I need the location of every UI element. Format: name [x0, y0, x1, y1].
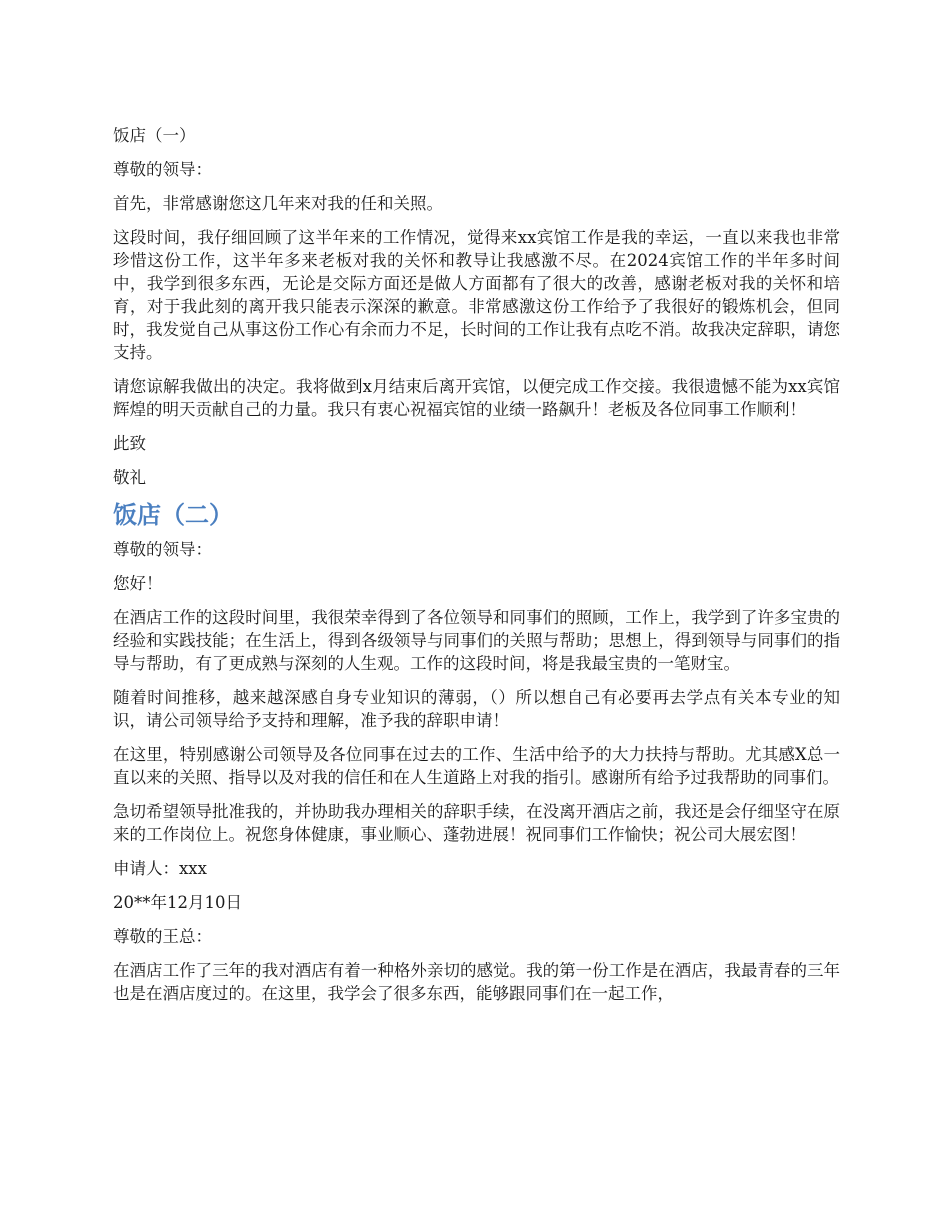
section-2-salutation: 尊敬的领导：	[113, 540, 212, 559]
section-1-paragraph: 首先，非常感谢您这几年来对我的任和关照。	[113, 194, 443, 213]
section-1-paragraph: 请您谅解我做出的决定。我将做到x月结束后离开宾馆，以便完成工作交接。我很遗憾不能为xx宾馆辉煌的明天贡献自己的力量。我只有衷心祝福宾馆的业绩一路飙升！老板及各位同事工作顺利！	[113, 377, 840, 419]
section-2-paragraph: 在酒店工作的这段时间里，我很荣幸得到了各位领导和同事们的照顾，工作上，我学到了许多宝贵的经验和实践技能；在生活上，得到各级领导与同事们的关照与帮助；思想上，得到领导与同事们的指导与帮助，有了更成熟与深刻的人生观。工作的这段时间，将是我最宝贵的一笔财宝。	[113, 608, 840, 673]
section-2-heading: 饭店（二）	[113, 501, 233, 529]
section-1-closing: 敬礼	[113, 468, 146, 487]
section-2-greeting: 您好！	[113, 574, 163, 593]
section-2-applicant: 申请人：xxx	[113, 859, 207, 878]
section-1-salutation: 尊敬的领导：	[113, 160, 212, 179]
section-2-paragraph: 随着时间推移，越来越深感自身专业知识的薄弱，（）所以想自己有必要再去学点有关本专业的知识，请公司领导给予支持和理解，准予我的辞职申请！	[113, 688, 840, 730]
document-page	[113, 124, 840, 1016]
section-1-paragraph: 这段时间，我仔细回顾了这半年来的工作情况，觉得来xx宾馆工作是我的幸运，一直以来我也非常珍惜这份工作，这半年多来老板对我的关怀和教导让我感激不尽。在2024宾馆工作的半年多时间中，我学到很多东西，无论是交际方面还是做人方面都有了很大的改善，感谢老板对我的关怀和培育，对于我此刻的离开我只能表示深深的歉意。非常感激这份工作给予了我很好的锻炼机会，但同时，我发觉自己从事这份工作心有余而力不足，长时间的工作让我有点吃不消。故我决定辞职，请您支持。	[113, 228, 840, 362]
section-1-closing: 此致	[113, 434, 146, 453]
section-2-paragraph: 在这里，特别感谢公司领导及各位同事在过去的工作、生活中给予的大力扶持与帮助。尤其感X总一直以来的关照、指导以及对我的信任和在人生道路上对我的指引。感谢所有给予过我帮助的同事们。	[113, 745, 840, 787]
section-2-date: 20**年12月10日	[113, 893, 242, 912]
section-1-title: 饭店（一）	[113, 126, 196, 145]
section-2-paragraph: 急切希望领导批准我的，并协助我办理相关的辞职手续，在没离开酒店之前，我还是会仔细坚守在原来的工作岗位上。祝您身体健康，事业顺心、蓬勃进展！祝同事们工作愉快；祝公司大展宏图！	[113, 802, 840, 844]
section-2-paragraph: 在酒店工作了三年的我对酒店有着一种格外亲切的感觉。我的第一份工作是在酒店，我最青春的三年也是在酒店度过的。在这里，我学会了很多东西，能够跟同事们在一起工作，	[113, 961, 840, 1003]
section-2-salutation: 尊敬的王总：	[113, 927, 212, 946]
